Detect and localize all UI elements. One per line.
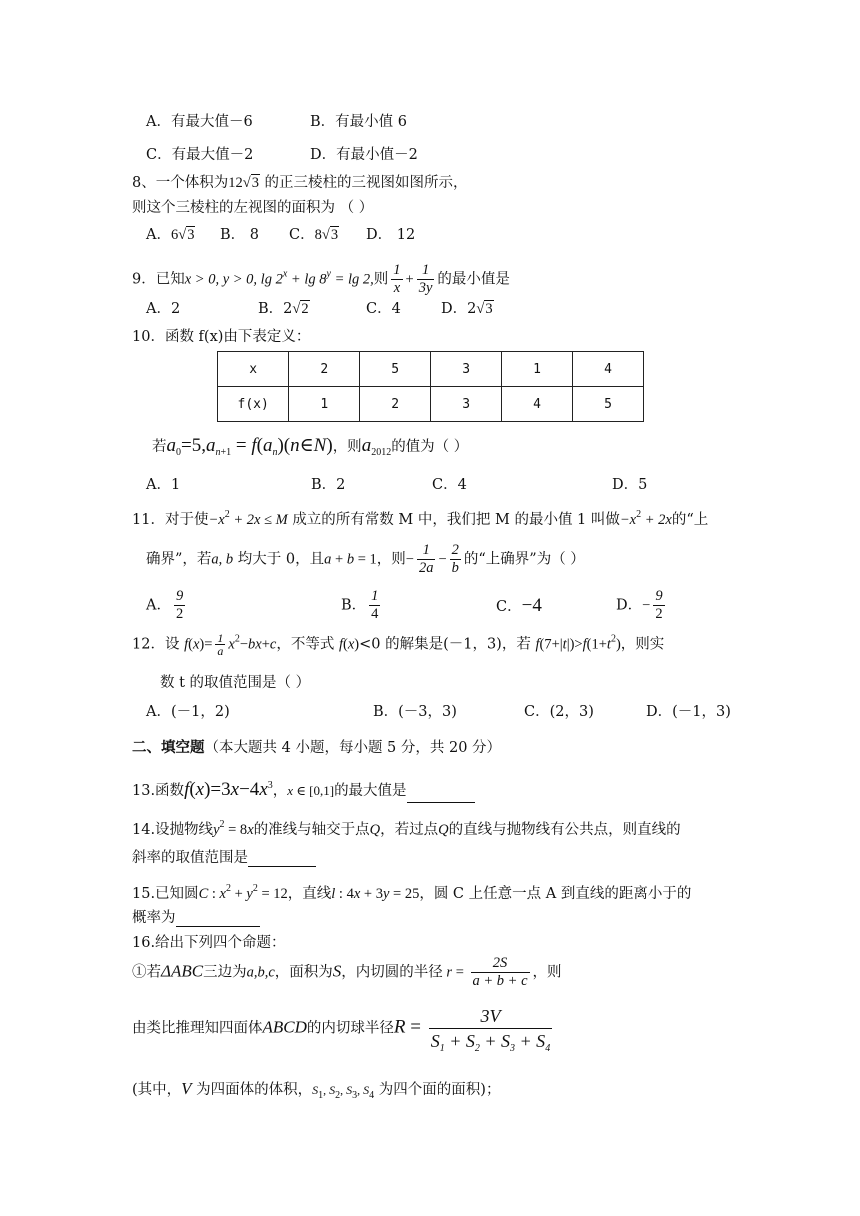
table-cell: 2 (360, 387, 431, 422)
q11-option-b: B． $\frac{1}{4}$ (341, 588, 379, 622)
q8-option-b: B． 8 (220, 227, 259, 243)
q15-stem-line2: 概率为 (132, 909, 260, 927)
q10-stem: 10．函数 f(x)由下表定义： (132, 329, 311, 345)
q11-option-d: D．− $\frac{9}{2}$ (616, 588, 663, 622)
table-row-fx (218, 387, 644, 422)
table-cell: 1 (289, 387, 360, 422)
q11-option-c: C．−4 (496, 595, 542, 616)
q16-stem: 16.给出下列四个命题： (132, 935, 286, 951)
section-heading: 二、填空题（本大题共 4 小题，每小题 5 分，共 20 分） (132, 739, 502, 756)
table-cell: 3 (431, 387, 502, 422)
q9-option-b: B．2√2 (258, 301, 309, 317)
q12-stem-line2: 数 t 的取值范围是（ ） (160, 675, 311, 691)
table-cell: 4 (502, 387, 573, 422)
q10-option-c: C．4 (432, 477, 467, 493)
q10-condition: 若$a_0=5,a_{n+1}$ = $f(a_n)(n\in N)$，则$a_{2012}$的值为（ ） (152, 435, 469, 458)
q10-option-d: D．5 (612, 477, 648, 493)
table-cell: 4 (573, 352, 644, 387)
q12-option-d: D．(－1，3) (646, 704, 731, 720)
q8-stem-line1: 8、一个体积为12√3 的正三棱柱的三视图如图所示， (132, 175, 468, 191)
q8-option-a: A．6√3 (146, 227, 195, 243)
table-cell: 3 (431, 352, 502, 387)
q8-option-c: C．8√3 (289, 227, 339, 243)
answer-blank[interactable] (176, 912, 260, 927)
q9-stem: 9．已知x > 0, y > 0, $\lg 2^x + \lg 8^y = \lg 2$,则 $\frac{1}{x}$ + $\frac{1}{3y}$ 的最小值是 (132, 262, 510, 296)
answer-blank[interactable] (248, 852, 316, 867)
q11-option-a: A． $\frac{9}{2}$ (146, 588, 184, 622)
q9-option-c: C．4 (366, 301, 401, 317)
q16-analogy: 由类比推理知四面体ABCD的内切球半径R = $\frac{3V}{S_1 + S_2 + S_3 + S_4}$ (132, 1006, 551, 1054)
table-cell: 5 (573, 387, 644, 422)
table-cell: 2 (289, 352, 360, 387)
q9-option-a: A．2 (146, 301, 181, 317)
q12-option-b: B．(－3，3) (373, 704, 457, 720)
q7-option-a: A．有最大值－6 (146, 114, 253, 130)
table-row-x (218, 352, 644, 387)
q16-note: (其中，V 为四面体的体积，$S_1$, $S_2$, $S_3$, $S_4$ 为四个面的面积)； (132, 1079, 501, 1101)
q9-option-d: D．2√3 (441, 301, 493, 317)
q7-option-d: D．有最小值－2 (310, 147, 418, 163)
q11-stem-line2: 确界”，若a, b 均大于 0，且a + b = 1，则− $\frac{1}{2a}$ − $\frac{2}{b}$ 的“上确界”为（ ） (146, 542, 585, 576)
function-table (217, 351, 644, 422)
q8-option-d: D． 12 (366, 227, 416, 243)
q12-option-c: C．(2，3) (524, 704, 594, 720)
q13-stem: 13.函数$f(x)=3x-4x^3$，x ∈ [0,1]的最大值是 (132, 778, 475, 803)
q8-stem-line2: 则这个三棱柱的左视图的面积为 （ ） (132, 200, 374, 216)
q11-stem-line1: 11．对于使$-x^2 + 2x \le M$ 成立的所有常数 M 中，我们把 M 的最小值 1 叫做$-x^2 + 2x$的“上 (132, 509, 709, 528)
table-cell: 1 (502, 352, 573, 387)
q10-option-b: B．2 (311, 477, 346, 493)
q7-option-c: C．有最大值－2 (146, 147, 254, 163)
q7-option-b: B．有最小值 6 (310, 114, 407, 130)
table-cell: f(x) (218, 387, 289, 422)
q12-option-a: A．(－1，2) (146, 704, 230, 720)
table-cell: 5 (360, 352, 431, 387)
q14-stem-line1: 14.设抛物线$y^2 = 8x$的准线与轴交于点Q，若过点Q的直线与抛物线有公共点，则直线的 (132, 819, 681, 838)
table-cell: x (218, 352, 289, 387)
q12-stem-line1: 12．设 f(x)= $\frac{1}{a}$ $x^2-bx+c$，不等式 f(x)<0 的解集是(－1，3)，若 $f(7+|t|)>f(1+t^2)$，则实 (132, 631, 665, 658)
q10-option-a: A．1 (146, 477, 181, 493)
q15-stem-line1: 15.已知圆C : $x^2 + y^2 = 12$，直线l : 4x + 3y = 25，圆 C 上任意一点 A 到直线的距离小于的 (132, 883, 692, 902)
q16-proposition-1: ①若ΔABC三边为a,b,c，面积为S，内切圆的半径 r = $\frac{2S}{a + b + c}$ ，则 (132, 955, 562, 989)
q14-stem-line2: 斜率的取值范围是 (132, 830, 316, 848)
answer-blank[interactable] (407, 788, 475, 803)
